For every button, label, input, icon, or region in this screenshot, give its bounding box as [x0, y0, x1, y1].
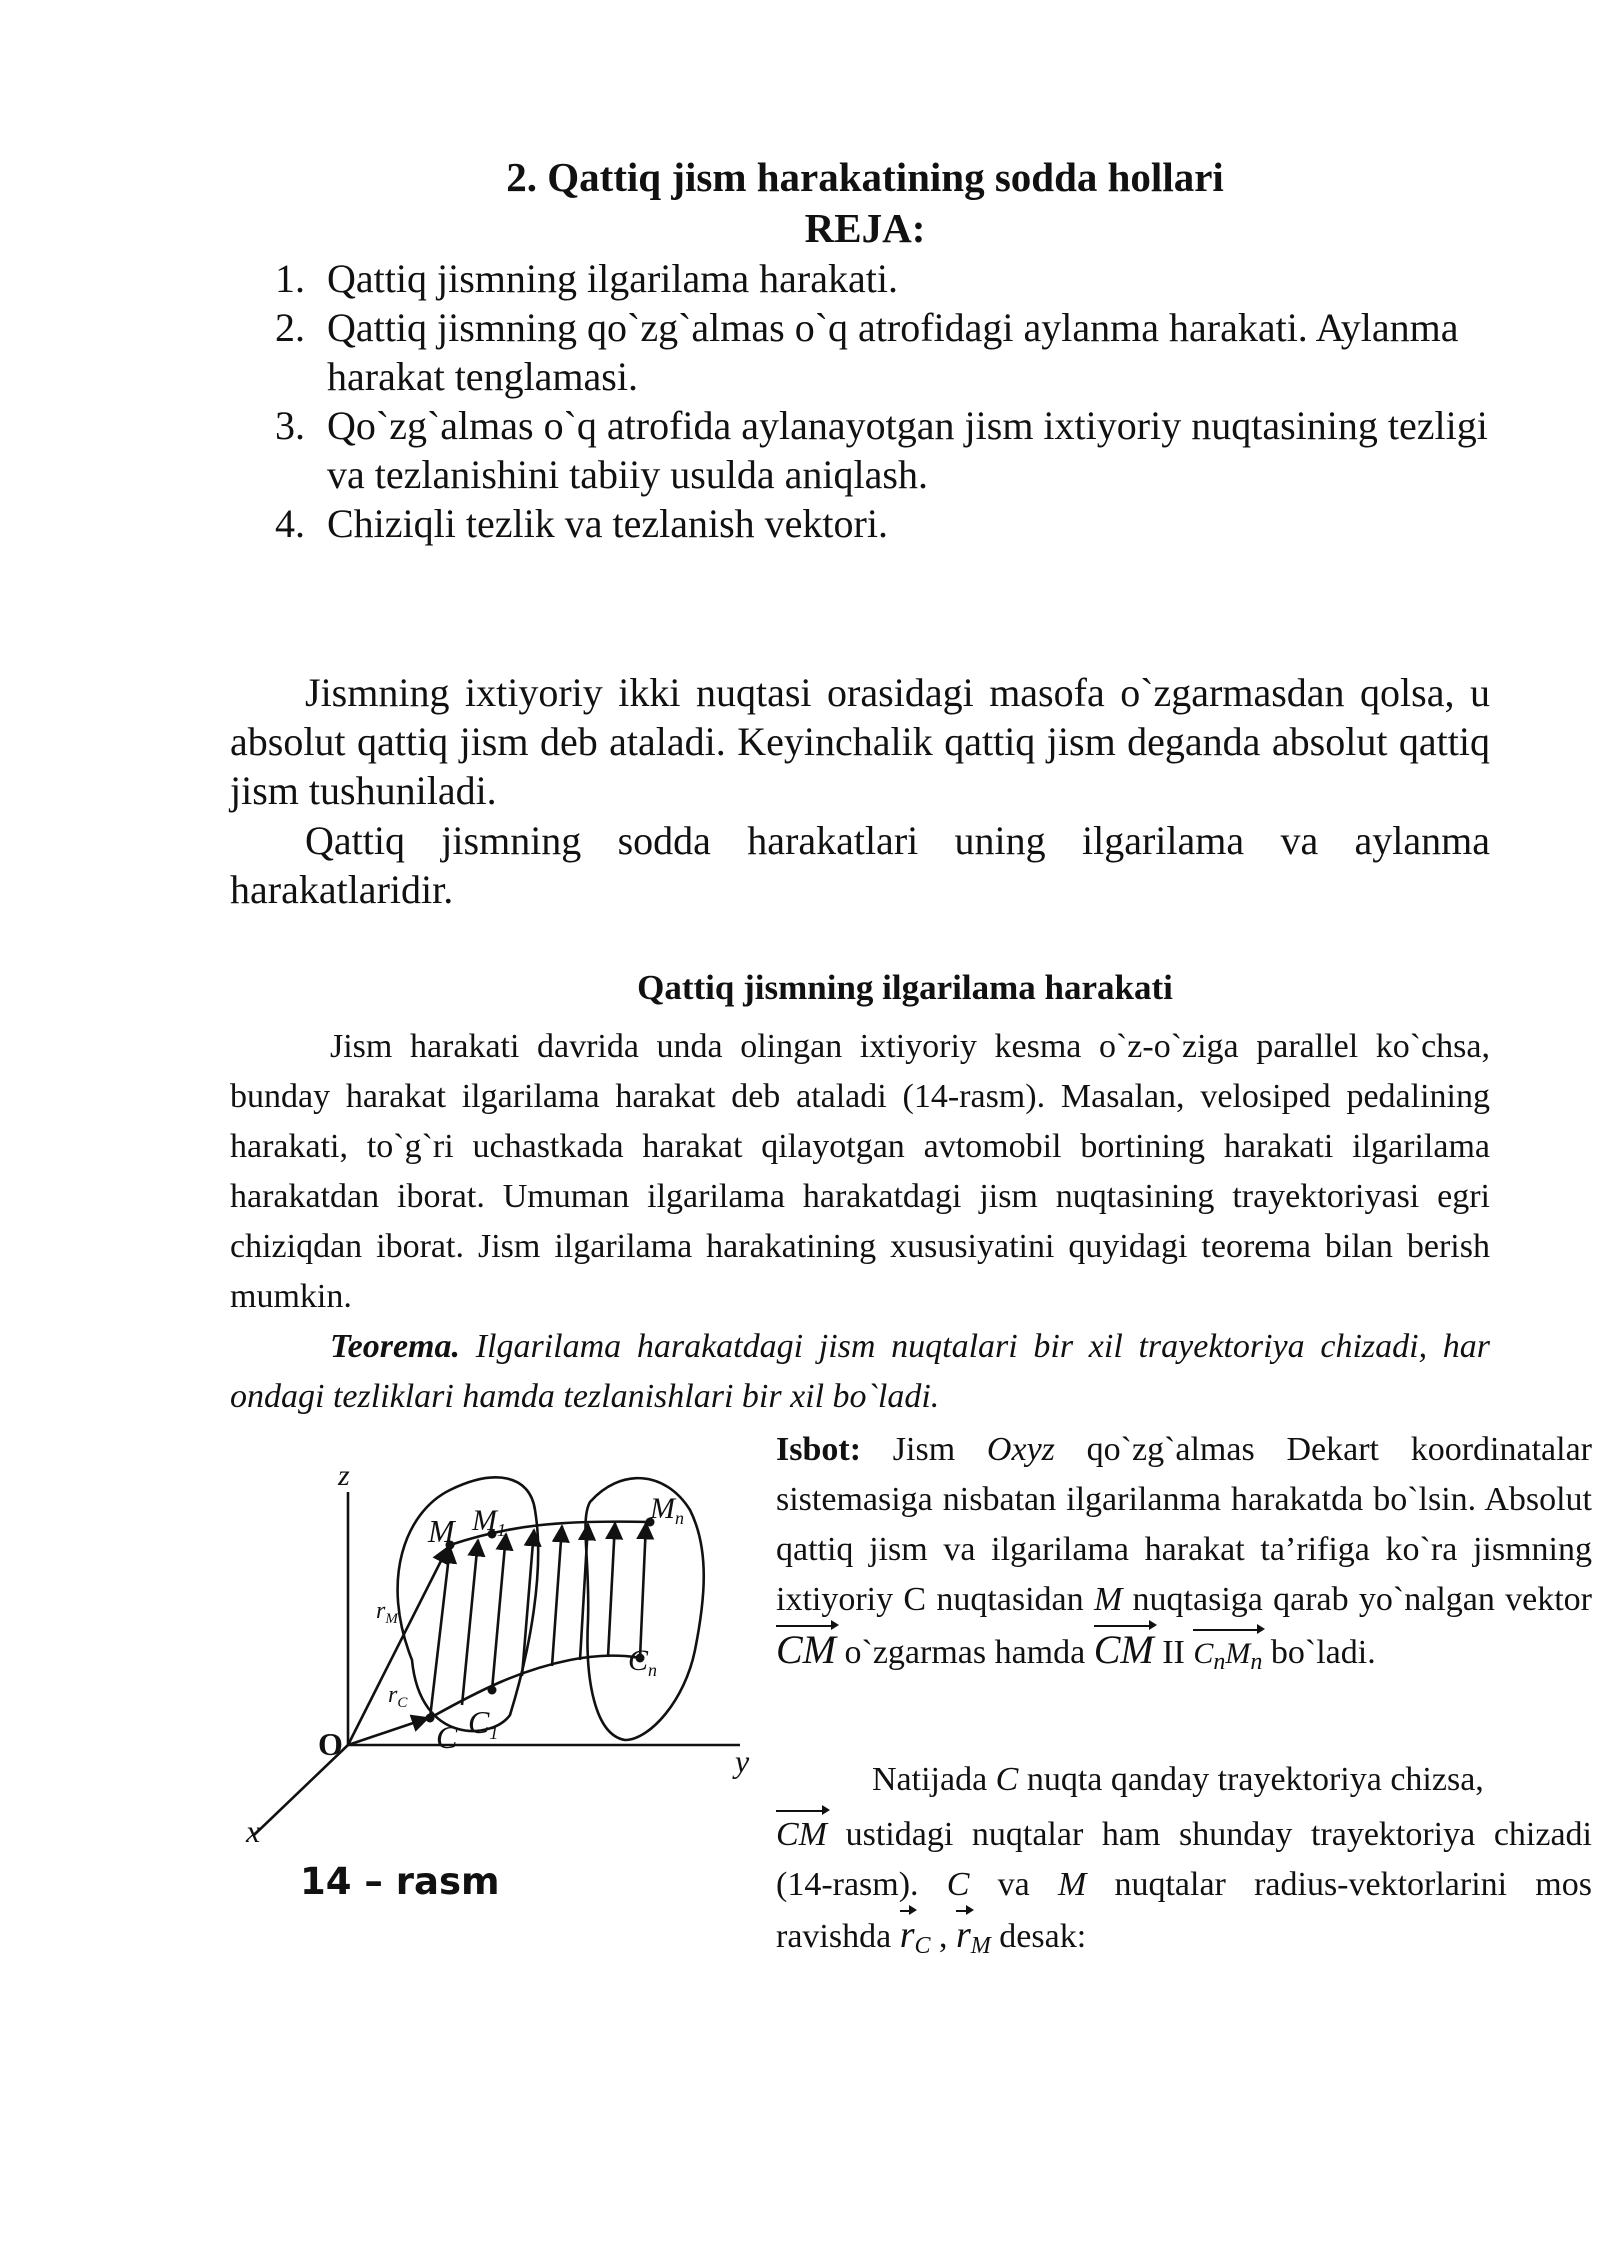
- section-paragraph: Jism harakati davrida unda olingan ixtiyoriy kesma o`z-o`ziga parallel ko`chsa, bunday harakat ilgarilama harakat deb ataladi (14-rasm). Masalan, velosiped pedalining harakati, to`g`ri uchastkada harakat qilayotgan avtomobil bortining harakati ilgarilama harakatdan iborat. Umuman ilgarilama harakatdagi jism nuqtasining trayektoriyasi egri chiziqdan iborat. Jism ilgarilama harakatining xususiyatini quyidagi teorema bilan berish mumkin.: [230, 1028, 1490, 1315]
- c-label: C: [436, 1719, 458, 1755]
- parallel-vector: [462, 1540, 478, 1705]
- m-label: M: [428, 1513, 455, 1549]
- figure-14: [230, 1450, 760, 1890]
- plan-list: [275, 254, 1505, 548]
- proof-paragraph-3: CM ustidagi nuqtalar ham shunday trayektoriya chizadi (14-rasm). C va M nuqtalar radius-vektorlarini mos ravishda $r_C$ , $r_M$ desak:: [776, 1810, 1592, 1971]
- plan-item: 3. Qo`zg`almas o`q atrofida aylanayotgan jism ixtiyoriy nuqtasining tezligi va tezlanishini tabiiy usulda aniqlash.: [275, 403, 1488, 497]
- proof-paragraph: Isbot: Jism Oxyz qo`zg`almas Dekart koordinatalar sistemasiga nisbatan ilgarilanma harakatda bo`lsin. Absolut qattiq jism va ilgarilama harakat ta’rifiga ko`ra jismning ixtiyoriy C nuqtasidan M nuqtasiga qarab yo`nalgan vektor CM o`zgarmas hamda CM II $C_nM_n$ bo`ladi.: [776, 1425, 1592, 1687]
- page-title: 2. Qattiq jism harakatining sodda hollari: [506, 154, 1224, 200]
- plan-title: REJA:: [804, 205, 926, 251]
- z-label: z: [338, 1459, 350, 1492]
- parallel-vector: [492, 1534, 506, 1690]
- m1-label: $M_1$: [472, 1504, 506, 1540]
- theorem-paragraph: [230, 1322, 1490, 1422]
- origin-label: O: [318, 1726, 343, 1762]
- vector-cnmn: $C_nM_n$: [1193, 1629, 1262, 1687]
- vector-cm: CM: [1094, 1625, 1154, 1675]
- plan-item: 1. Qattiq jismning ilgarilama harakati.: [275, 256, 898, 301]
- intro-paragraph-1: Jismning ixtiyoriy ikki nuqtasi orasidagi masofa o`zgarmasdan qolsa, u absolut qattiq jism deb ataladi. Keyinchalik qattiq jism deganda absolut qattiq jism tushuniladi.: [230, 670, 1490, 813]
- section-title: Qattiq jismning ilgarilama harakati: [637, 968, 1173, 1007]
- trajectory-bottom: [430, 1656, 640, 1718]
- y-label: y: [735, 1743, 750, 1779]
- parallel-vector: [552, 1526, 562, 1666]
- vector-cm-line: [430, 1547, 450, 1718]
- intro-paragraph-2: Qattiq jismning sodda harakatlari uning ilgarilama va aylanma harakatlaridir.: [230, 818, 1490, 912]
- mn-label: $M_n$: [650, 1492, 684, 1528]
- body-contour-2: [585, 1478, 703, 1740]
- vector-rc: r: [900, 1910, 915, 1960]
- proof-paragraph-2: Natijada C nuqta qanday trayektoriya chizsa,: [872, 1761, 1484, 1798]
- figure-caption: 14 – rasm: [300, 1860, 500, 1903]
- x-label: x: [246, 1813, 261, 1849]
- theorem-text: Ilgarilama harakatdagi jism nuqtalari bir xil trayektoriya chizadi, har ondagi tezliklari hamda tezlanishlari bir xil bo`ladi.: [230, 1328, 1490, 1415]
- vector-rm: r: [956, 1910, 971, 1960]
- parallel-vector: [522, 1530, 534, 1676]
- vector-cm: CM: [776, 1810, 827, 1860]
- rc-label: $r_C$: [388, 1682, 408, 1711]
- rm-label: $r_M$: [376, 1598, 398, 1627]
- parallel-vector: [608, 1523, 615, 1657]
- plan-item: 2. Qattiq jismning qo`zg`almas o`q atrofidagi aylanma harakati. Aylanma harakat tenglamasi.: [275, 305, 1459, 399]
- theorem-label: Teorema.: [330, 1328, 461, 1365]
- vector-cm: CM: [776, 1625, 836, 1675]
- cn-label: $C_n$: [628, 1644, 658, 1680]
- plan-item: 4. Chiziqli tezlik va tezlanish vektori.: [275, 501, 888, 546]
- c1-label: C1: [468, 1704, 499, 1743]
- parallel-vector: [640, 1523, 646, 1658]
